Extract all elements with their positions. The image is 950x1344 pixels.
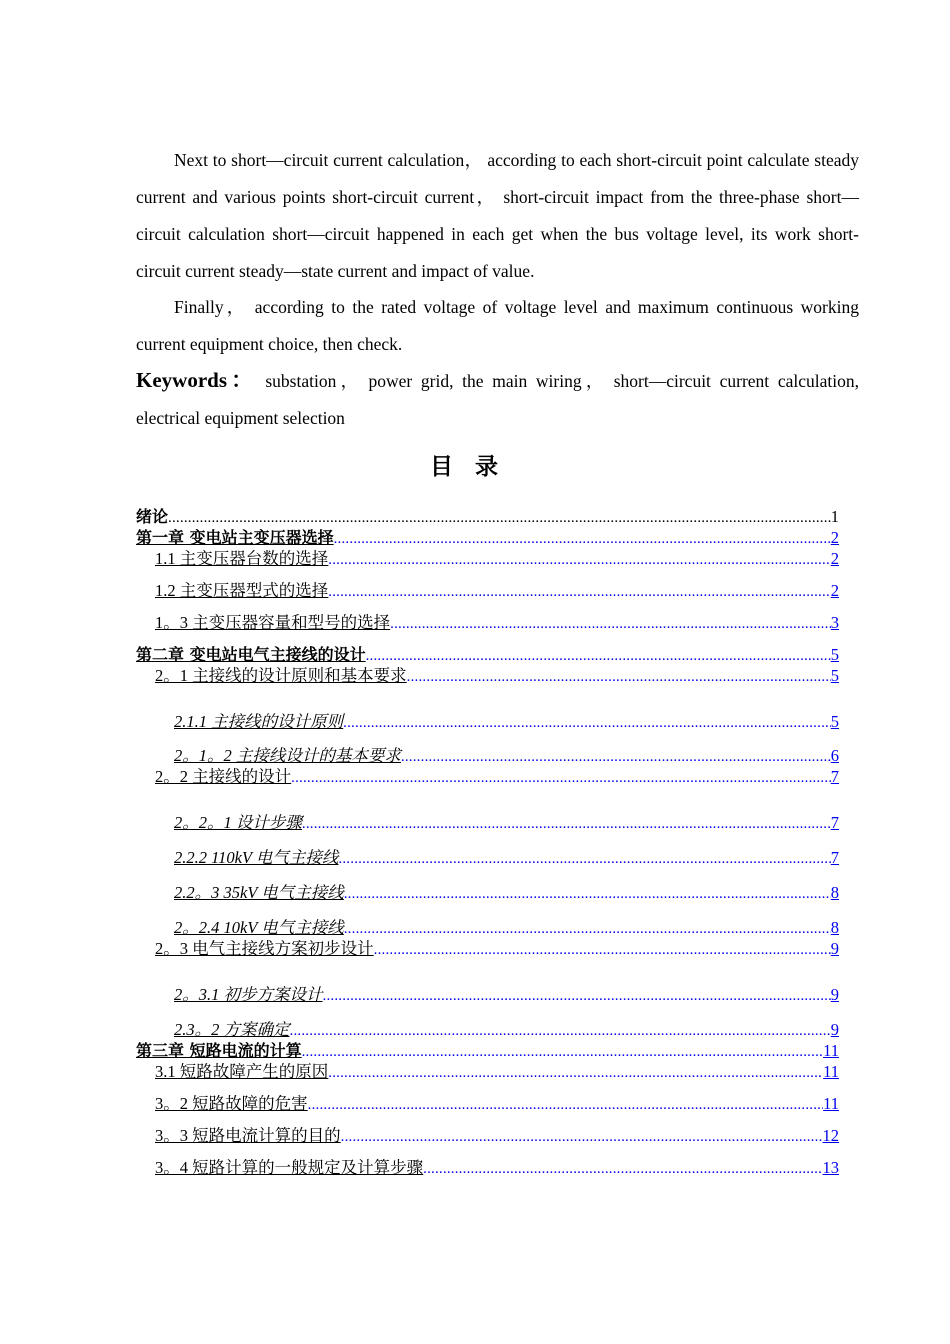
toc-leader-dots <box>344 883 831 903</box>
toc-entry-page: 8 <box>830 883 839 902</box>
toc-entry[interactable] <box>155 1158 839 1178</box>
toc-entry[interactable] <box>174 712 839 732</box>
toc-leader-dots <box>343 712 831 732</box>
toc-entry[interactable] <box>155 767 839 787</box>
toc-leader-dots <box>390 613 831 633</box>
toc-entry[interactable] <box>174 848 839 868</box>
toc-leader-dots <box>290 1020 831 1040</box>
abstract-paragraph-1: Next to short—circuit current calculation， according to each short-circuit point calculate steady current and various points short-circuit current， short-circuit impact from the three-phase short—circuit calculation short—circuit happened in each get when the bus voltage level, its work short-circuit current steady—state current and impact of value. <box>136 150 859 281</box>
toc-entry[interactable] <box>174 813 839 833</box>
toc-entry-title: 2.2.2 110kV 电气主接线 <box>174 848 339 867</box>
toc-entry-page: 7 <box>830 848 839 867</box>
toc-leader-dots <box>328 549 831 569</box>
toc-leader-dots <box>374 939 831 959</box>
toc-leader-dots <box>423 1158 822 1178</box>
toc-entry[interactable] <box>136 528 839 548</box>
toc-entry-page: 11 <box>823 1062 839 1081</box>
toc-entry-title: 2。2.4 10kV 电气主接线 <box>174 918 344 937</box>
toc-entry-title: 2。2 主接线的设计 <box>155 767 292 786</box>
toc-entry[interactable] <box>174 918 839 938</box>
toc-entry-page: 2 <box>830 549 839 568</box>
toc-entry-page: 5 <box>830 666 839 685</box>
toc-entry-title: 2。3.1 初步方案设计 <box>174 985 323 1004</box>
toc-entry[interactable] <box>174 746 839 766</box>
toc-entry-page: 3 <box>830 613 839 632</box>
toc-entry-title: 1.1 主变压器台数的选择 <box>155 549 329 568</box>
toc-entry-title: 2.2。3 35kV 电气主接线 <box>174 883 344 902</box>
toc-entry-title: 第二章 变电站电气主接线的设计 <box>136 645 366 664</box>
toc-entry-page: 6 <box>830 746 839 765</box>
toc-entry-title: 第一章 变电站主变压器选择 <box>136 528 334 547</box>
toc-leader-dots <box>302 1041 824 1061</box>
toc-entry-page: 13 <box>822 1158 839 1177</box>
toc-entry-page: 5 <box>830 645 839 664</box>
toc-leader-dots <box>323 985 831 1005</box>
toc-entry[interactable] <box>155 1094 839 1114</box>
toc-leader-dots <box>401 746 831 766</box>
toc-entry-page: 9 <box>830 985 839 1004</box>
toc-entry-title: 第三章 短路电流的计算 <box>136 1041 302 1060</box>
toc-entry-title: 3。2 短路故障的危害 <box>155 1094 308 1113</box>
keyword: short—circuit current calculation, electrical equipment selection <box>136 371 859 428</box>
toc-entry-title: 1。3 主变压器容量和型号的选择 <box>155 613 391 632</box>
toc-entry[interactable] <box>155 666 839 686</box>
toc-entry[interactable] <box>155 581 839 601</box>
toc-entry[interactable] <box>136 1041 839 1061</box>
toc-entry[interactable] <box>155 613 839 633</box>
toc-entry-page: 11 <box>823 1041 839 1060</box>
toc-entry-title: 2。1 主接线的设计原则和基本要求 <box>155 666 407 685</box>
toc-entry[interactable] <box>155 549 839 569</box>
toc-title: 目录 <box>430 454 520 480</box>
toc-entry-page: 5 <box>830 712 839 731</box>
toc-entry-page: 9 <box>830 1020 839 1039</box>
toc-entry-page: 7 <box>830 813 839 832</box>
toc-leader-dots <box>407 666 831 686</box>
toc-leader-dots <box>344 918 831 938</box>
toc-entry-page: 8 <box>830 918 839 937</box>
toc-entry-title: 1.2 主变压器型式的选择 <box>155 581 329 600</box>
toc-entry[interactable] <box>174 883 839 903</box>
toc-entry-page: 2 <box>830 528 839 547</box>
toc-leader-dots <box>334 528 831 548</box>
toc-entry[interactable] <box>155 939 839 959</box>
keyword: power grid, the main wiring， <box>368 371 608 391</box>
toc-leader-dots <box>328 1062 823 1082</box>
toc-leader-dots <box>308 1094 823 1114</box>
toc-entry-page: 1 <box>830 507 839 526</box>
toc-leader-dots <box>302 813 831 833</box>
keywords-line <box>136 362 859 437</box>
toc-entry-title: 3.1 短路故障产生的原因 <box>155 1062 329 1081</box>
toc-entry-page: 2 <box>830 581 839 600</box>
toc-entry-title: 3。3 短路电流计算的目的 <box>155 1126 341 1145</box>
toc-entry[interactable] <box>136 645 839 665</box>
toc-leader-dots <box>366 645 831 665</box>
toc-entry-title: 2。3 电气主接线方案初步设计 <box>155 939 374 958</box>
toc-entry-title: 2。1。2 主接线设计的基本要求 <box>174 746 401 765</box>
toc-leader-dots <box>291 767 831 787</box>
toc-leader-dots <box>338 848 830 868</box>
toc-entry-title: 2.3。2 方案确定 <box>174 1020 290 1039</box>
toc-entry-title: 3。4 短路计算的一般规定及计算步骤 <box>155 1158 424 1177</box>
toc-entry[interactable] <box>155 1126 839 1146</box>
toc-leader-dots <box>341 1126 823 1146</box>
toc-entry-title: 2.1.1 主接线的设计原则 <box>174 712 344 731</box>
keywords-label: Keywords： <box>136 368 257 392</box>
toc-entry[interactable] <box>174 985 839 1005</box>
toc-entry-title: 绪论 <box>136 507 169 526</box>
toc-entry[interactable] <box>136 507 839 527</box>
toc-entry[interactable] <box>155 1062 839 1082</box>
toc-entry[interactable] <box>174 1020 839 1040</box>
keyword: substation， <box>265 371 363 391</box>
toc-leader-dots <box>168 507 831 527</box>
abstract-paragraph-2: Finally， according to the rated voltage of voltage level and maximum continuous working current equipment choice, then check. <box>136 297 859 354</box>
toc-entry-page: 9 <box>830 939 839 958</box>
toc-entry-page: 12 <box>822 1126 839 1145</box>
toc-entry-title: 2。2。1 设计步骤 <box>174 813 302 832</box>
toc-leader-dots <box>328 581 831 601</box>
toc-entry-page: 11 <box>823 1094 839 1113</box>
toc-entry-page: 7 <box>830 767 839 786</box>
